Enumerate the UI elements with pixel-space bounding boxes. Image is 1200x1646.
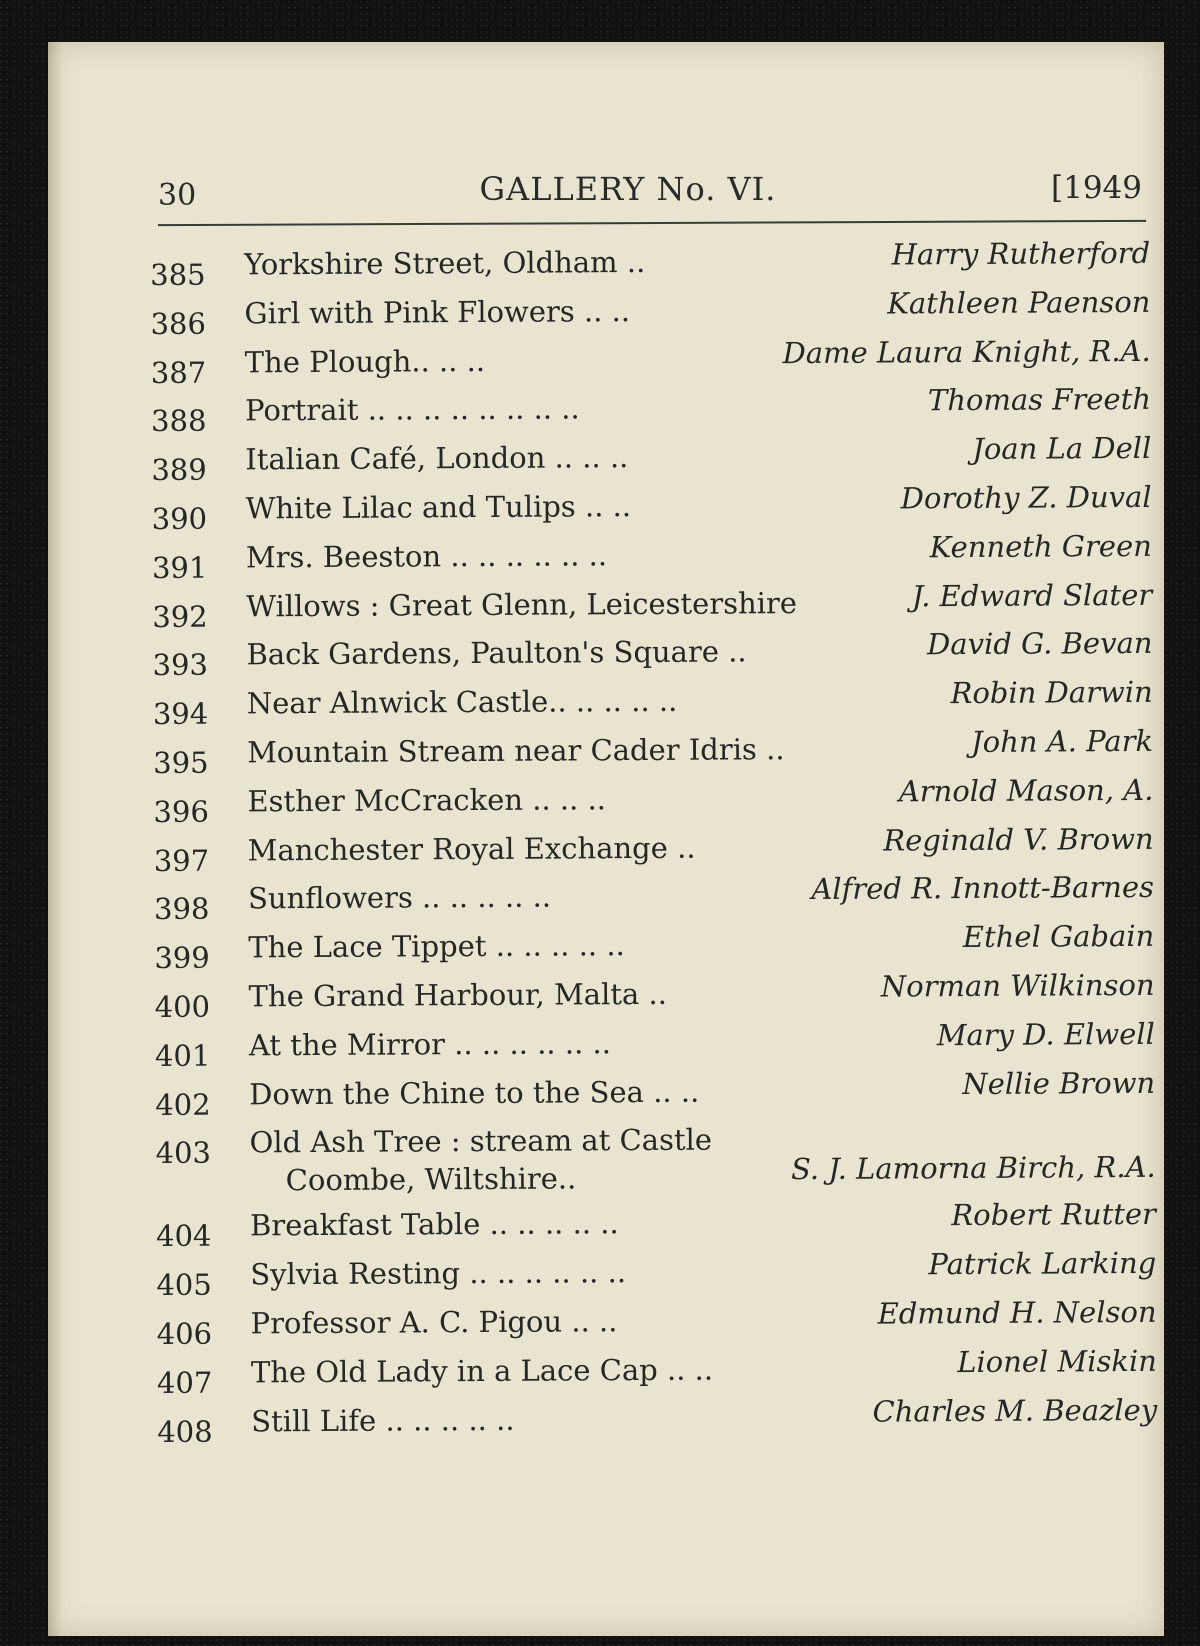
entry-title: White Lilac and Tulips .. ..	[245, 489, 632, 526]
entry-title: Near Alnwick Castle.. .. .. .. ..	[246, 683, 678, 721]
entry-number: 394	[152, 696, 209, 732]
catalogue-entry	[152, 624, 1153, 683]
entry-artist: Reginald V. Brown	[883, 821, 1154, 858]
entry-number: 404	[155, 1218, 212, 1254]
entry-artist: Norman Wilkinson	[880, 967, 1155, 1004]
entry-number: 402	[155, 1087, 211, 1122]
entry-title-continued: Coombe, Wiltshire..	[285, 1161, 577, 1198]
entry-artist: Robin Darwin	[950, 675, 1153, 711]
entry-artist: Nellie Brown	[962, 1065, 1156, 1101]
entry-title: Mountain Stream near Cader Idris ..	[247, 732, 785, 770]
entry-number: 405	[156, 1267, 212, 1303]
catalogue-entry	[153, 722, 1154, 780]
entry-number: 385	[150, 257, 206, 292]
entry-number: 395	[153, 745, 209, 780]
entry-artist: J. Edward Slater	[911, 577, 1153, 613]
entry-artist: Mary D. Elwell	[936, 1016, 1155, 1052]
catalogue-entry	[154, 1015, 1155, 1073]
entry-number: 388	[151, 404, 207, 439]
entry-artist: Harry Rutherford	[891, 235, 1151, 272]
catalogue-entry	[155, 1063, 1156, 1122]
entry-artist: Edmund H. Nelson	[877, 1294, 1157, 1331]
catalogue-entry	[156, 1293, 1157, 1351]
catalogue-entry	[151, 429, 1152, 488]
entry-artist: Dorothy Z. Duval	[900, 479, 1152, 516]
entry-number: 393	[152, 648, 209, 683]
entry-number: 392	[152, 599, 208, 634]
entry-title: Girl with Pink Flowers .. ..	[244, 293, 631, 331]
entry-title: Back Gardens, Paulton's Square ..	[246, 634, 747, 672]
entry-title: Portrait .. .. .. .. .. .. .. ..	[244, 391, 580, 428]
entry-artist: Kenneth Green	[929, 528, 1152, 565]
entry-title: The Grand Harbour, Malta ..	[248, 976, 668, 1014]
entry-title: Sunflowers .. .. .. .. ..	[247, 879, 552, 916]
entry-artist: Joan La Dell	[972, 431, 1152, 467]
catalogue-entry	[150, 331, 1151, 390]
entry-artist: Arnold Mason, A.	[898, 772, 1154, 809]
entry-title: Esther McCracken .. .. ..	[247, 781, 607, 819]
entry-number: 401	[154, 1038, 211, 1073]
entry-title: Sylvia Resting .. .. .. .. .. ..	[250, 1255, 627, 1292]
catalogue-entry	[151, 478, 1152, 536]
entry-number: 398	[153, 892, 210, 927]
entry-number: 396	[153, 794, 209, 829]
entry-number: 389	[151, 452, 207, 488]
catalogue-entry	[155, 1112, 1155, 1201]
catalogue-entry	[150, 234, 1151, 292]
entry-number: 407	[156, 1365, 213, 1400]
entry-artist: Dame Laura Knight, R.A.	[782, 333, 1151, 370]
entry-number: 397	[153, 843, 210, 878]
catalogue-entry	[151, 527, 1152, 585]
entry-number: 408	[157, 1414, 213, 1449]
catalogue-entry	[154, 917, 1155, 976]
entry-number: 390	[151, 501, 208, 536]
catalogue-entry	[151, 380, 1152, 439]
entry-artist: Thomas Freeth	[927, 382, 1152, 418]
entry-artist: Ethel Gabain	[962, 919, 1155, 955]
entry-artist: Alfred R. Innott-Barnes	[811, 870, 1155, 907]
catalogue-entry	[155, 1195, 1157, 1254]
entry-title: Willows : Great Glenn, Leicestershire	[246, 585, 798, 623]
entry-number: 403	[155, 1135, 212, 1171]
entry-artist: John A. Park	[970, 723, 1154, 759]
entry-number: 406	[156, 1316, 213, 1351]
catalogue-entry	[153, 771, 1154, 829]
running-head	[110, 170, 1146, 214]
entry-title: Breakfast Table .. .. .. .. ..	[249, 1206, 619, 1243]
entry-number: 386	[150, 306, 206, 341]
entry-number: 391	[151, 550, 208, 585]
entry-number: 399	[154, 940, 210, 976]
entry-title: Professor A. C. Pigou .. ..	[250, 1304, 618, 1341]
entry-artist: Lionel Miskin	[957, 1343, 1157, 1379]
entry-number: 387	[150, 355, 207, 390]
catalogue-entry	[153, 868, 1155, 927]
entry-title: At the Mirror .. .. .. .. .. ..	[248, 1025, 611, 1063]
entry-artist: S. J. Lamorna Birch, R.A.	[790, 1150, 1156, 1187]
entry-title: The Lace Tippet .. .. .. .. ..	[248, 928, 625, 965]
catalogue-entry	[156, 1342, 1157, 1400]
gallery-title: GALLERY No. VI.	[479, 170, 777, 208]
entry-title: Still Life .. .. .. .. ..	[251, 1402, 515, 1438]
entry-artist: Kathleen Paenson	[887, 284, 1151, 321]
entry-title: Yorkshire Street, Oldham ..	[244, 244, 646, 282]
page-number: 30	[158, 178, 197, 213]
catalogue-entry	[153, 819, 1154, 878]
entry-title: Manchester Royal Exchange ..	[247, 830, 696, 867]
entry-artist: Charles M. Beazley	[872, 1392, 1158, 1429]
catalogue-entry	[150, 283, 1151, 341]
catalogue-entry	[156, 1244, 1157, 1303]
entry-artist: David G. Bevan	[927, 626, 1153, 662]
catalogue-entry	[152, 673, 1153, 732]
catalogue-entries	[150, 234, 1158, 1449]
entry-title: The Plough.. .. ..	[244, 343, 486, 380]
entry-title: Down the Chine to the Sea .. ..	[249, 1074, 700, 1111]
entry-title: Mrs. Beeston .. .. .. .. .. ..	[245, 537, 608, 575]
entry-number: 400	[154, 989, 211, 1024]
catalogue-entry	[154, 966, 1155, 1024]
catalogue-year: [1949	[1051, 170, 1142, 206]
entry-title: Old Ash Tree : stream at Castle	[249, 1122, 713, 1160]
entry-title: Italian Café, London .. .. ..	[245, 440, 629, 477]
catalogue-entry	[157, 1390, 1158, 1449]
entry-artist: Robert Rutter	[951, 1197, 1157, 1233]
entry-title: The Old Lady in a Lace Cap .. ..	[250, 1352, 714, 1390]
entry-artist: Patrick Larking	[928, 1246, 1157, 1282]
catalogue-entry	[152, 575, 1153, 634]
